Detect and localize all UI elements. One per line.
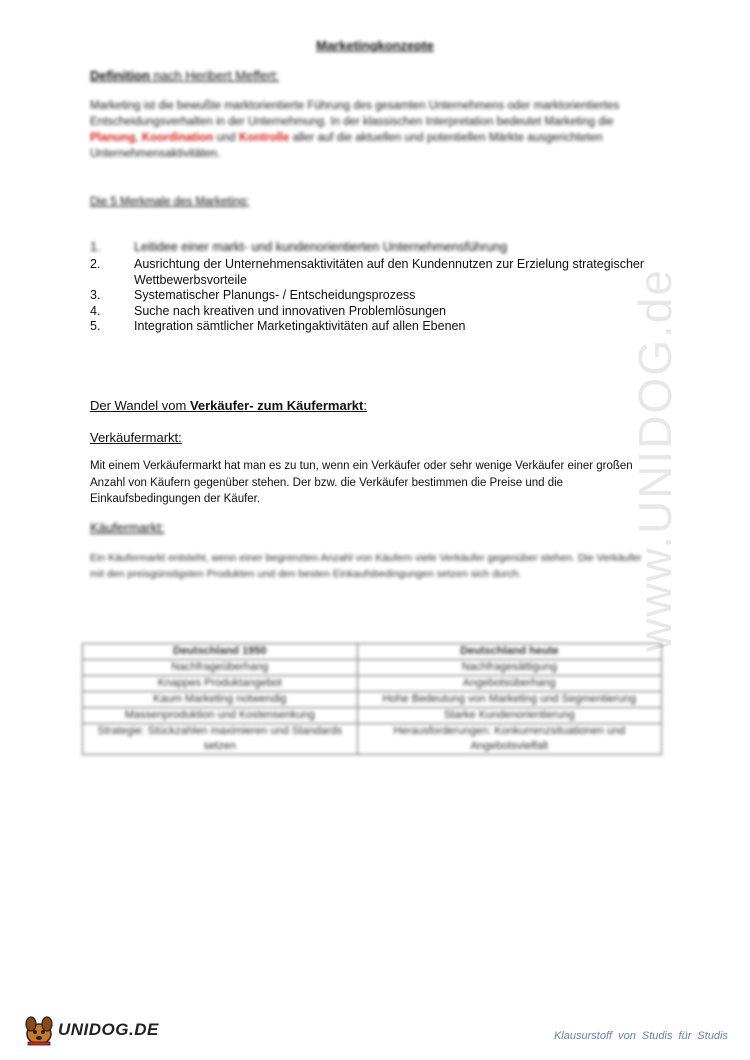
highlight-planung: Planung (90, 132, 136, 144)
table-cell: Nachfragesättigung (357, 660, 661, 676)
table-header-row (83, 644, 662, 660)
table-cell: Kaum Marketing notwendig (83, 692, 358, 708)
list-item: 1. Leitidee einer markt- und kundenorientierten Unternehmensführung (90, 240, 508, 254)
list-item: 2. Ausrichtung der Unternehmensaktivitäten auf den Kundennutzen zur Erzielung strategischer Wettbewerbsvorteile (90, 257, 645, 287)
table-row (83, 724, 662, 755)
table-row (83, 660, 662, 676)
kaeufermarkt-text: Ein Käufermarkt entsteht, wenn einer begrenzten Anzahl von Käufern viele Verkäufer gegenüber stehen. Die Verkäufer mit den preisgünstigsten Produkten und den besten Einkaufsbedingungen setzen sich durch. (90, 552, 642, 580)
highlight-kontrolle: Kontrolle (238, 132, 290, 144)
definition-heading: Definition nach Heribert Meffert: (90, 68, 280, 83)
verkaeufermarkt-text: Mit einem Verkäufermarkt hat man es zu tun, wenn ein Verkäufer oder sehr wenige Verkäufer einer großen Anzahl von Käufern gegenüber stehen. Der bzw. die Verkäufer bestimmen die Preise und die Einkaufsbedingungen der Käufer. (90, 460, 633, 505)
table-cell: Strategie: Stückzahlen maximieren und Standards setzen (83, 724, 358, 755)
table-cell: Starke Kundenorientierung (357, 708, 661, 724)
table-cell: Angebotsüberhang (357, 676, 661, 692)
dog-icon (22, 1014, 56, 1046)
definition-text: Marketing ist die bewußte marktorientierte Führung des gesamten Unternehmens oder marktorientiertes Entscheidungsverhalten in der Unternehmung. In der klassischen Interpretation bedeutet Marketing die Planung, Koordination und Kontrolle aller auf die aktuellen und potentiellen Märkte ausgerichteten Unternehmensaktivitäten. (90, 100, 620, 160)
table-cell: Knappes Produktangebot (83, 676, 358, 692)
list-item: 5. Integration sämtlicher Marketingaktivitäten auf allen Ebenen (90, 319, 466, 333)
comparison-table (82, 643, 662, 755)
table-cell: Herausforderungen: Konkurrenzsituationen und Angebotsvielfalt (357, 724, 661, 755)
table-header: Deutschland heute (357, 644, 661, 660)
watermark-text: www.UNIDOG.de (629, 268, 681, 652)
merkmale-list-blurred (90, 240, 650, 256)
table-header: Deutschland 1950 (83, 644, 358, 660)
page-title: Marketingkonzepte (316, 38, 434, 53)
logo-text: UNIDOG.DE (58, 1020, 159, 1039)
highlight-koordination: Koordination (141, 132, 214, 144)
table-row (83, 708, 662, 724)
table-cell: Nachfrageüberhang (83, 660, 358, 676)
list-item: 3. Systematischer Planungs- / Entscheidungsprozess (90, 288, 416, 302)
wandel-heading: Der Wandel vom Verkäufer- zum Käufermarkt: (90, 398, 367, 413)
merkmale-list (90, 257, 650, 335)
table-cell: Massenproduktion und Kostensenkung (83, 708, 358, 724)
list-item: 4. Suche nach kreativen und innovativen Problemlösungen (90, 303, 447, 318)
merkmale-heading: Die 5 Merkmale des Marketing: (90, 196, 250, 208)
unidog-logo[interactable] (22, 1014, 159, 1046)
table-row (83, 676, 662, 692)
verkaeufermarkt-heading: Verkäufermarkt: (90, 430, 182, 445)
kaeufermarkt-heading: Käufermarkt: (90, 520, 165, 535)
table-cell: Hohe Bedeutung von Marketing und Segmentierung (357, 692, 661, 708)
footer-slogan: Klausurstoff von Studis für Studis (553, 1030, 728, 1042)
table-row (83, 692, 662, 708)
